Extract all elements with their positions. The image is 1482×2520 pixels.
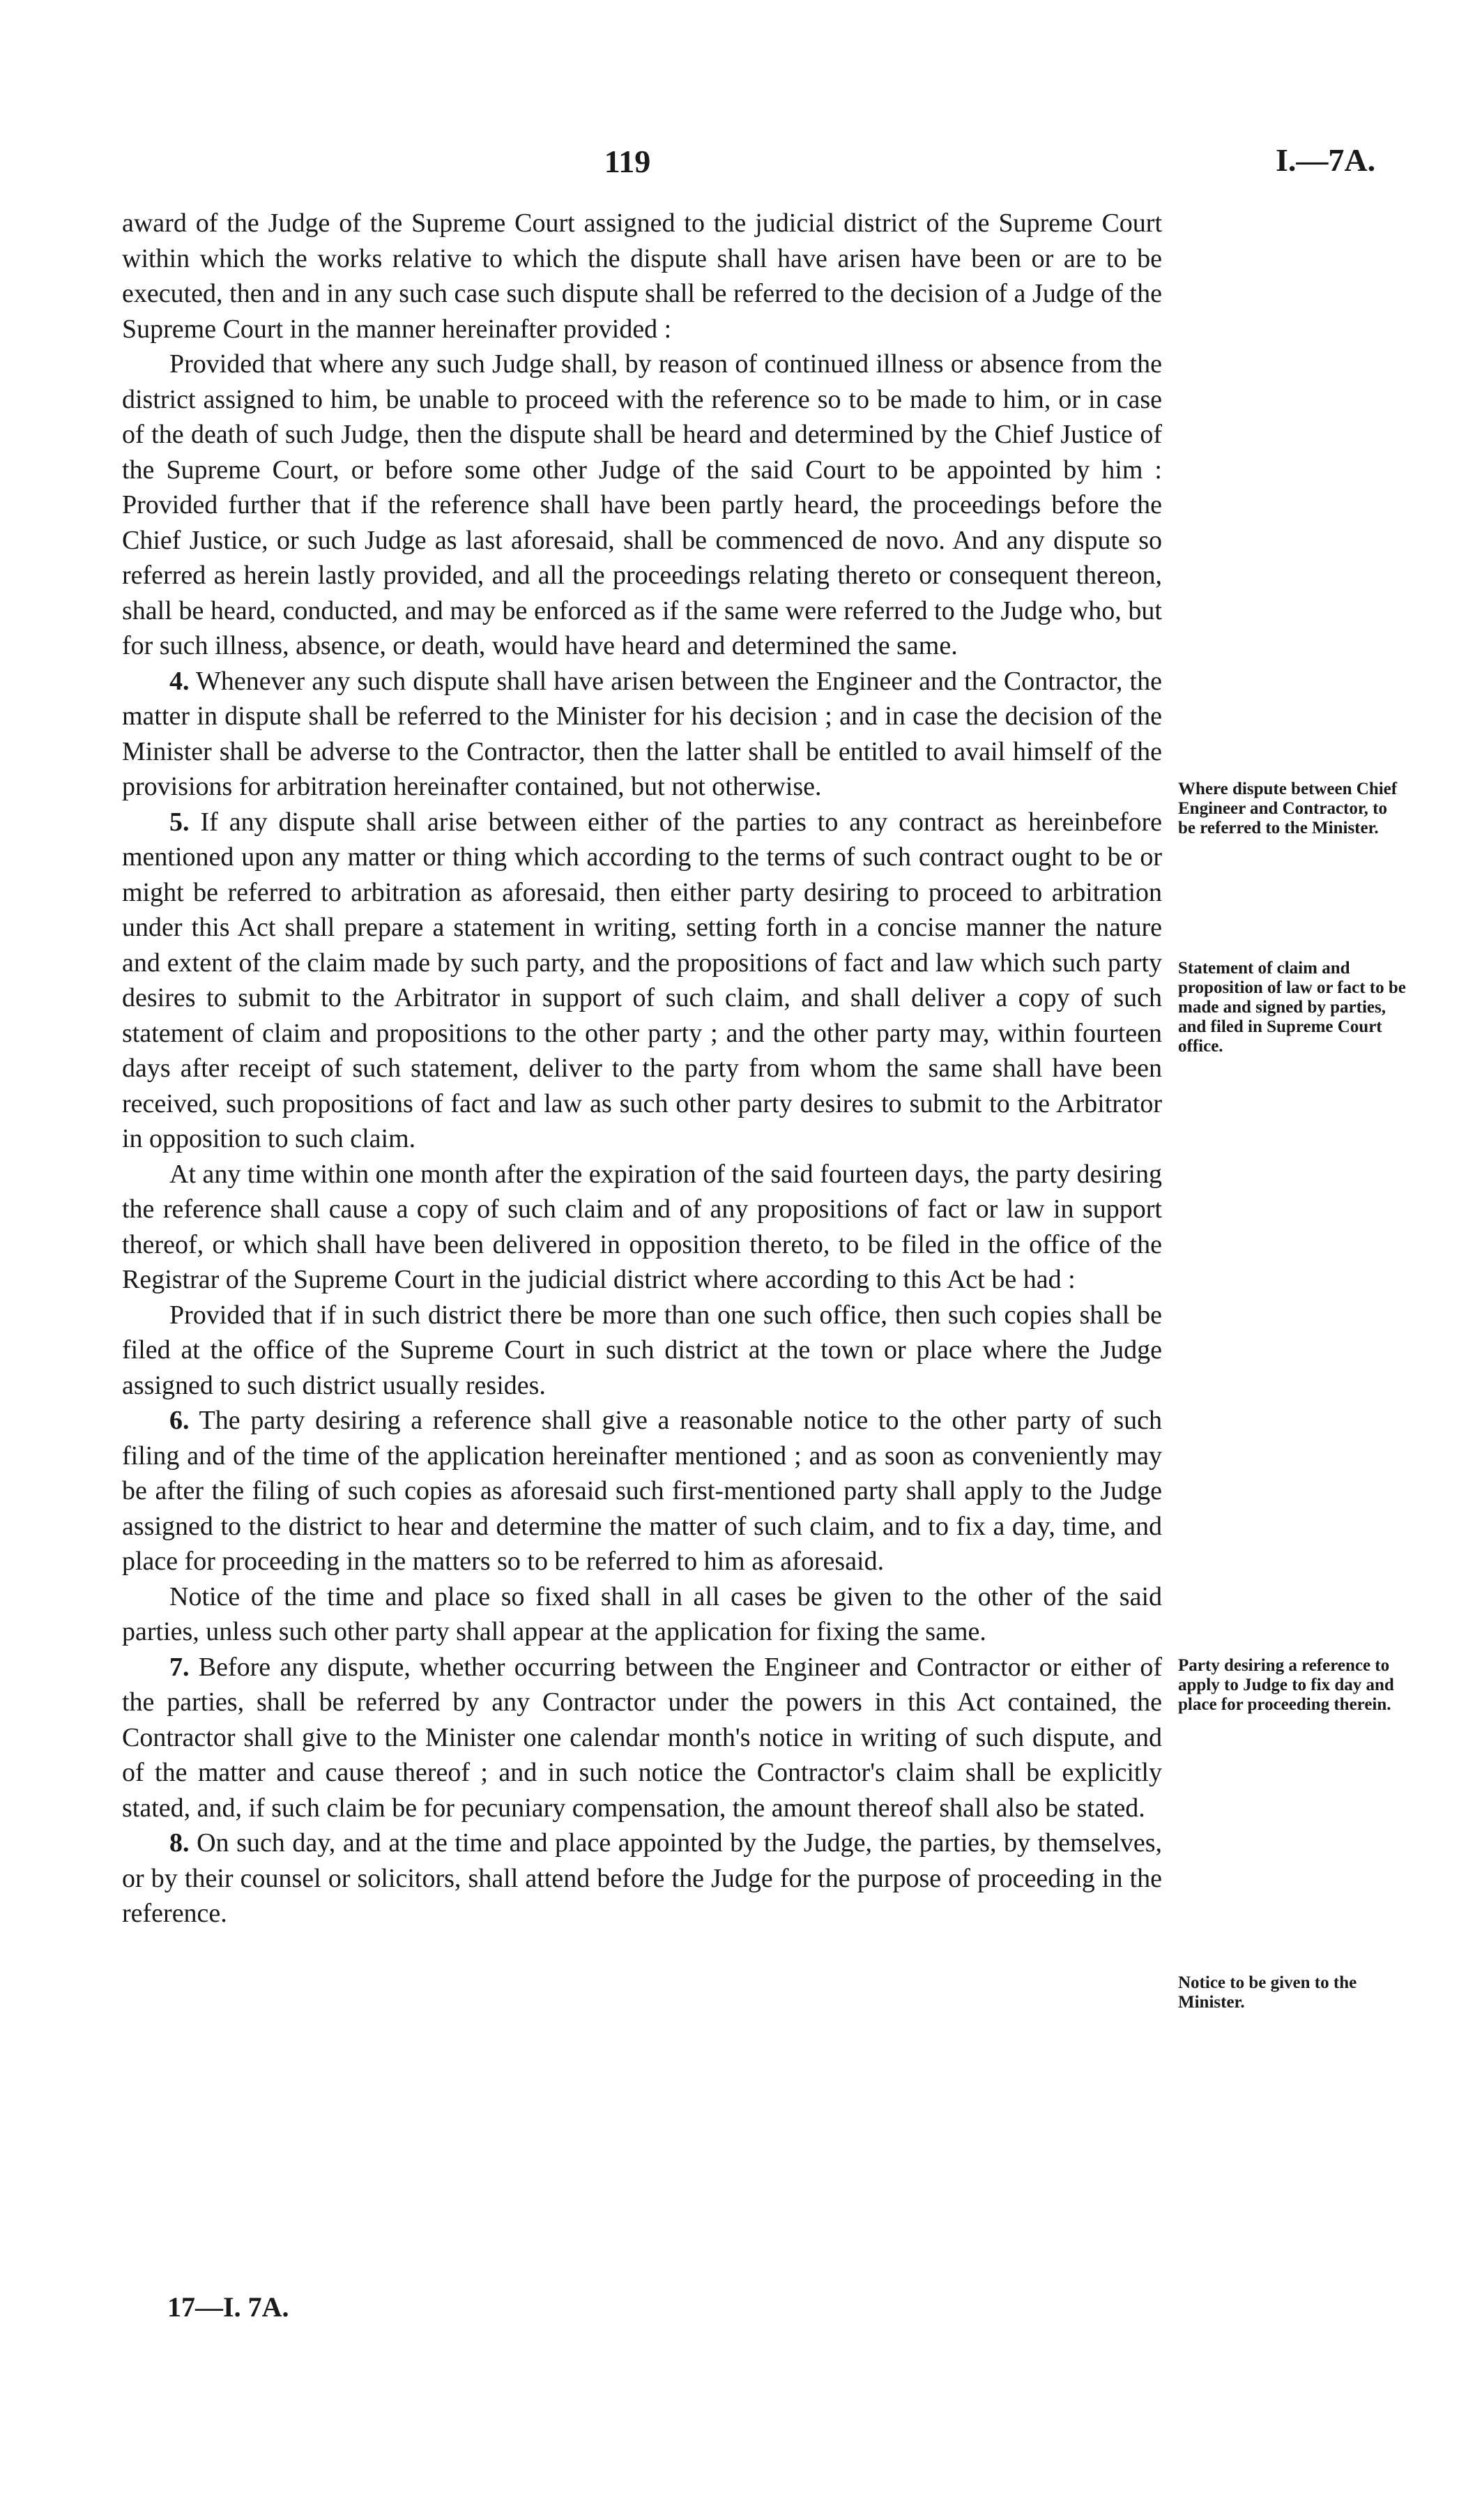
margin-note-section-6: Party desiring a reference to apply to Judge to fix day and place for proceeding therein.: [1178, 1656, 1394, 1714]
body-text: [122, 206, 1162, 1931]
section-number: 6.: [169, 1406, 190, 1435]
paragraph-text: Before any dispute, whether occurring between the Engineer and Contractor or either of the parties, shall be referred by any Contractor under the powers in this Act contained, the Contractor shall give to the Minister one calendar month's notice in writing of such dispute, and of the matter and cause thereof ; and in such notice the Contractor's claim shall be explicitly stated, and, if such claim be for pecuniary compensation, the amount thereof shall also be stated.: [122, 1652, 1162, 1823]
paragraph-proviso: [122, 1298, 1162, 1404]
margin-note-section-4: Where dispute between Chief Engineer and Contractor, to be referred to the Minister.: [1178, 780, 1398, 837]
margin-note-section-5: Statement of claim and proposition of law or fact to be made and signed by parties, and filed in Supreme Court office.: [1178, 959, 1406, 1056]
page-reference: I.—7A.: [1276, 142, 1376, 178]
paragraph-text: Provided that if in such district there be more than one such office, then such copies shall be filed at the office of the Supreme Court in such district at the town or place where the Judge assigned to such district usually resides.: [122, 1300, 1162, 1400]
page-number: 119: [604, 144, 651, 179]
paragraph-text: On such day, and at the time and place appointed by the Judge, the parties, by themselves, or by their counsel or solicitors, shall attend before the Judge for the purpose of proceeding in the reference.: [122, 1828, 1162, 1928]
paragraph-text: At any time within one month after the expiration of the said fourteen days, the party desiring the reference shall cause a copy of such claim and of any propositions of fact or law in support thereof, or which shall have been delivered in opposition thereto, to be filed in the office of the Registrar of the Supreme Court in the judicial district where according to this Act be had :: [122, 1159, 1162, 1294]
paragraph-text: The party desiring a reference shall give a reasonable notice to the other party of such filing and of the time of the application hereinafter mentioned ; and as soon as conveniently may be after the filing of such copies as aforesaid such first-mentioned party shall apply to the Judge assigned to the district to hear and determine the matter of such claim, and to fix a day, time, and place for proceeding in the matters so to be referred to him as aforesaid.: [122, 1406, 1162, 1576]
paragraph-proviso: [122, 347, 1162, 664]
section-number: 8.: [169, 1828, 190, 1858]
section-6: [122, 1403, 1162, 1579]
paragraph-text: If any dispute shall arise between either of the parties to any contract as hereinbefore mentioned upon any matter or thing which according to the terms of such contract ought to be or might be referred to arbitration as aforesaid, then either party desiring to proceed to arbitration under this Act shall prepare a statement in writing, setting forth in a concise manner the nature and extent of the claim made by such party, and the propositions of fact and law which such party desires to submit to the Arbitrator in support of such claim, and shall deliver a copy of such statement of claim and propositions to the other party ; and the other party may, within fourteen days after receipt of such statement, deliver to the party from whom the same shall have been received, such propositions of fact and law as such other party desires to submit to the Arbitrator in opposition to such claim.: [122, 807, 1162, 1153]
section-number: 5.: [169, 807, 190, 837]
paragraph: [122, 1579, 1162, 1650]
paragraph-text: award of the Judge of the Supreme Court assigned to the judicial district of the Supreme Court within which the works relative to which the dispute shall have arisen have been or are to be executed, then and in any such case such dispute shall be referred to the decision of a Judge of the Supreme Court in the manner hereinafter provided :: [122, 208, 1162, 344]
paragraph-continued: [122, 206, 1162, 347]
paragraph: [122, 1157, 1162, 1298]
paragraph-text: Notice of the time and place so fixed shall in all cases be given to the other of the said parties, unless such other party shall appear at the application for fixing the same.: [122, 1581, 1162, 1646]
section-7: [122, 1650, 1162, 1826]
margin-note-section-7: Notice to be given to the Minister.: [1178, 1973, 1357, 2012]
section-5: [122, 805, 1162, 1157]
printer-signature: 17—I. 7A.: [167, 2291, 289, 2323]
paragraph-text: Provided that where any such Judge shall, by reason of continued illness or absence from the district assigned to him, be unable to proceed with the reference so to be made to him, or in case of the death of such Judge, then the dispute shall be heard and determined by the Chief Justice of the Supreme Court, or before some other Judge of the said Court to be appointed by him : Provided further that if the reference shall have been partly heard, the proceedings before the Chief Justice, or such Judge as last aforesaid, shall be commenced de novo. And any dispute so referred as herein lastly provided, and all the proceedings relating thereto or consequent thereon, shall be heard, conducted, and may be enforced as if the same were referred to the Judge who, but for such illness, absence, or death, would have heard and determined the same.: [122, 349, 1162, 660]
section-number: 4.: [169, 666, 190, 696]
section-4: [122, 664, 1162, 805]
section-8: [122, 1826, 1162, 1931]
paragraph-text: Whenever any such dispute shall have arisen between the Engineer and the Contractor, the matter in dispute shall be referred to the Minister for his decision ; and in case the decision of the Minister shall be adverse to the Contractor, then the latter shall be entitled to avail himself of the provisions for arbitration hereinafter contained, but not otherwise.: [122, 666, 1162, 801]
section-number: 7.: [169, 1652, 190, 1682]
